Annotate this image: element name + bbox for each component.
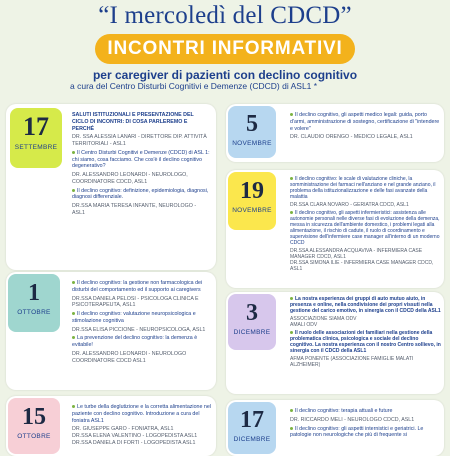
subtitle: per caregiver di pazienti con declino cognitivo [92, 68, 358, 82]
date-day: 17 [23, 112, 49, 141]
event-line: Il declino cognitivo, gli aspetti medico legali: guida, porto d'armi, amministrazione di sostegno, certificazione di "intendere e volere" [290, 112, 440, 132]
speaker: AMALI ODV [290, 322, 318, 328]
speaker: DR.SSA ALESSANDRA ACQUAVIVA - INFERMIERA CASE MANAGER CDCD, ASL1 [290, 248, 423, 260]
date-month: DICEMBRE [233, 329, 271, 336]
event-line: Le turbe della deglutizione e la corretta alimentazione nel paziente con declino cognitivo. Introduzione a cura del foniatra ASL1 [72, 404, 211, 424]
date-badge [10, 108, 62, 168]
speaker: DR.SSA DANIELA DI FORTI - LOGOPEDISTA ASL1 [72, 439, 196, 446]
event-line: La prevenzione del declino cognitivo: la demenza è evitabile! [72, 335, 198, 349]
speaker: DR.SSA ELISA PICCIONE - NEUROPSICOLOGA, ASL1 [72, 326, 206, 333]
date-month: DICEMBRE [233, 436, 271, 443]
bullet-icon [290, 211, 293, 214]
speaker: DR.SSA MARIA TERESA INFANTE, NEUROLOGO - ASL1 [72, 203, 197, 216]
date-day: 15 [22, 404, 46, 430]
event-line: SALUTI ISTITUZIONALI E PRESENTAZIONE DEL CICLO DI INCONTRI: DI COSA PARLEREMO E PERCHÉ [72, 112, 194, 132]
speaker: DR. CLAUDIO ORENGO - MEDICO LEGALE, ASL1 [290, 134, 413, 141]
bullet-icon [72, 151, 75, 154]
date-day: 1 [28, 280, 40, 306]
bullet-icon [72, 189, 75, 192]
event-line: Il Centro Disturbi Cognitivi e Demenze (CDCD) di ASL 1: chi siamo, cosa facciamo. Che cos'è il declino cognitivo degenerativo? [72, 149, 210, 170]
date-badge [228, 294, 276, 350]
speaker: AFMA PONENTE (ASSOCIAZIONE FAMIGLIE MALATI ALZHEIMER) [290, 356, 414, 368]
speaker: DR.SSA DANIELA PELOSI - PSICOLOGA CLINICA E PSICOTERAPEUTA, ASL1 [72, 295, 199, 309]
date-badge [8, 398, 60, 454]
bullet-icon [72, 281, 75, 284]
bullet-icon [72, 336, 75, 339]
date-badge [228, 106, 276, 158]
date-day: 5 [246, 111, 258, 137]
date-month: NOVEMBRE [232, 207, 272, 214]
date-badge [228, 402, 276, 454]
event-content [290, 176, 440, 272]
date-month: NOVEMBRE [232, 140, 272, 147]
event-line: Il declino cognitivo: valutazione neuropsicologica e stimolazione cognitiva [72, 311, 196, 324]
speaker: DR. RICCARDO MELI - NEUROLOGO CDCD, ASL1 [290, 416, 415, 423]
date-day: 17 [240, 407, 264, 433]
speaker: DR. ALESSANDRO LEONARDI - NEUROLOGO, COORDINATORE CDCD, ASL1 [72, 172, 188, 185]
event-content [290, 112, 440, 143]
event-line: Il declino cognitivo: le scale di valutazione cliniche, la somministrazione dei farmaci nell'anziano e nel grande anziano, il problema della istituzionalizzazione e delle fasi avanzate della malattia [290, 176, 436, 200]
event-content [290, 408, 442, 441]
speaker: DR. SSA ALESSIA LANARI - DIRETTORE DIP. ATTIVITÀ TERRITORIALI - ASL1 [72, 134, 207, 148]
event-line: Il declino cognitivo: la gestione non farmacologica dei disturbi del comportamento ed il supporto ai caregivers [72, 280, 203, 293]
event-content [72, 404, 212, 447]
speaker: DR. GIUSEPPE GARO - FONIATRA, ASL1 [72, 426, 174, 433]
date-day: 3 [246, 300, 258, 326]
bullet-icon [72, 312, 75, 315]
bullet-icon [290, 113, 293, 116]
event-content [72, 280, 212, 366]
event-content [290, 296, 442, 368]
speaker: DR. ALESSANDRO LEONARDI - NEUROLOGO COORDINATORE CDCD ASL1 [72, 350, 187, 364]
speaker: DR.SSA SIMONA ILIE - INFERMIERA CASE MANAGER CDCD, ASL1 [290, 260, 434, 272]
bullet-icon [290, 331, 293, 334]
event-line: Il declino cognitivo, gli aspetti infermieristici: assistenza alle autonomie personali nelle diverse fasi di evoluzione della demenza, messa in sicurezza dell'ambiente domestico, i problemi legati alla alimentazione, il rischio di cadute, il ruolo di coordinamento e supervisione dell'infermiere case manager all'interno di un moderno CDCD [290, 210, 440, 246]
banner: INCONTRI INFORMATIVI [95, 34, 355, 64]
bullet-icon [72, 405, 75, 408]
date-month: OTTOBRE [17, 433, 51, 440]
date-month: SETTEMBRE [14, 144, 58, 151]
bullet-icon [290, 409, 293, 412]
subtitle-credit: a cura del Centro Disturbi Cognitivi e Demenze (CDCD) di ASL1 * [70, 81, 318, 91]
page-title: “I mercoledì del CDCD” [98, 2, 352, 29]
event-content [72, 112, 210, 219]
event-line: La nostra esperienza dei gruppi di auto mutuo aiuto, in presenza e online, nella condivisione dei propri vissuti nella gestione del carico emotivo, in sinergia con il CDCD della ASL1 [290, 296, 441, 314]
bullet-icon [290, 297, 293, 300]
bullet-icon [290, 177, 293, 180]
speaker: DR.SSA CLARA NOVARO - GERIATRA CDCD, ASL1 [290, 202, 409, 208]
event-line: Il declino cognitivo: gli aspetti internistici e geriatrici. Le patologie non neurologiche che più di frequente si [290, 425, 424, 439]
event-line: Il declino cognitivo: terapia attuali e future [290, 408, 442, 415]
event-line: Il ruolo delle associazioni dei familiari nella gestione della problematica clinica, psicologica e sociale del declino cognitivo. La nostra esperienza con il nostro Centro sollievo, in sinergia con il CDCD della ASL1 [290, 330, 441, 354]
date-day: 19 [240, 178, 264, 204]
date-badge [8, 274, 60, 332]
date-badge [228, 172, 276, 230]
speaker: DR.SSA ELENA VALENTINO - LOGOPEDISTA ASL1 [72, 433, 198, 440]
speaker: ASSOCIAZIONE SIAMA ODV [290, 316, 357, 322]
date-month: OTTOBRE [17, 309, 51, 316]
bullet-icon [290, 427, 293, 430]
event-line: Il declino cognitivo: definizione, epidemiologia, diagnosi, diagnosi differenziale. [72, 187, 209, 201]
